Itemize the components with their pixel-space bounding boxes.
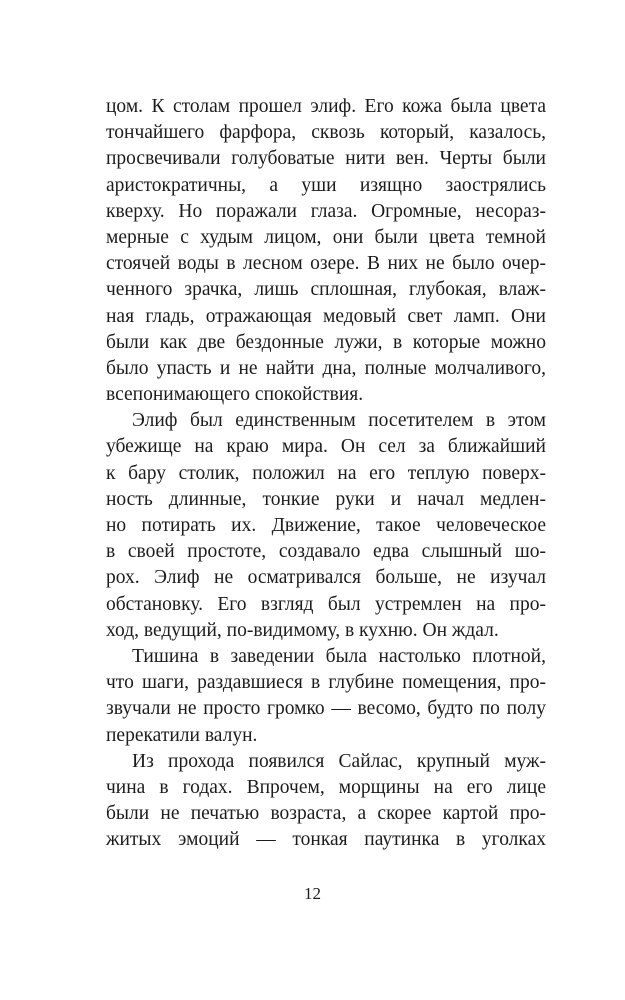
text-line: ченного зрачка, лишь сплошная, глубокая, влаж- [106, 279, 546, 301]
text-line: в своей простоте, создавало едва слышный шо- [106, 541, 546, 563]
text-line: что шаги, раздавшиеся в глубине помещения, про- [106, 672, 546, 694]
text-line: ход, ведущий, по-видимому, в кухню. Он ждал. [106, 619, 499, 641]
text-line: цом. К столам прошел элиф. Его кожа была цвета [106, 96, 546, 117]
text-line: звучали не просто громко — весомо, будто по полу [106, 698, 546, 720]
book-page-text [106, 94, 546, 853]
text-line: житых эмоций — тонкая паутинка в уголках [106, 829, 546, 851]
text-line: были как две бездонные лужи, в которые можно [106, 331, 546, 353]
text-line: Из прохода появился Сайлас, крупный муж- [132, 750, 546, 772]
text-line: всепонимающего спокойствия. [106, 384, 364, 406]
page-number: 12 [304, 884, 321, 903]
text-line: стоячей воды в лесном озере. В них не было очер- [106, 253, 546, 275]
text-line: обстановку. Его взгляд был устремлен на про- [106, 593, 546, 615]
paragraph [106, 749, 546, 854]
text-line: Тишина в заведении была настолько плотной, [132, 645, 546, 667]
text-line: были не печатью возраста, а скорее картой про- [106, 803, 546, 825]
paragraph [106, 94, 546, 408]
paragraph [106, 644, 546, 749]
text-line: ная гладь, отражающая медовый свет ламп. Они [106, 305, 546, 327]
text-line: рох. Элиф не осматривался больше, не изучал [106, 567, 546, 589]
text-line: Элиф был единственным посетителем в этом [132, 410, 546, 432]
text-line: просвечивали голубоватые нити вен. Черты были [106, 148, 546, 170]
text-line: но потирать их. Движение, такое человеческое [106, 515, 546, 536]
text-line: было упасть и не найти дна, полные молчаливого, [106, 357, 546, 379]
text-line: ность длинные, тонкие руки и начал медлен- [106, 488, 546, 510]
text-line: к бару столик, положил на его теплую поверх- [106, 462, 546, 484]
text-line: тончайшего фарфора, сквозь который, казалось, [106, 122, 546, 144]
text-line: убежище на краю мира. Он сел за ближайший [106, 436, 546, 458]
text-line: кверху. Но поражали глаза. Огромные, несораз- [106, 200, 546, 222]
text-line: чина в годах. Впрочем, морщины на его лице [106, 776, 546, 798]
text-line: аристократичны, а уши изящно заострялись [106, 174, 546, 196]
paragraph [106, 408, 546, 644]
text-line: перекатили валун. [106, 724, 258, 746]
text-line: мерные с худым лицом, они были цвета темной [106, 226, 546, 248]
